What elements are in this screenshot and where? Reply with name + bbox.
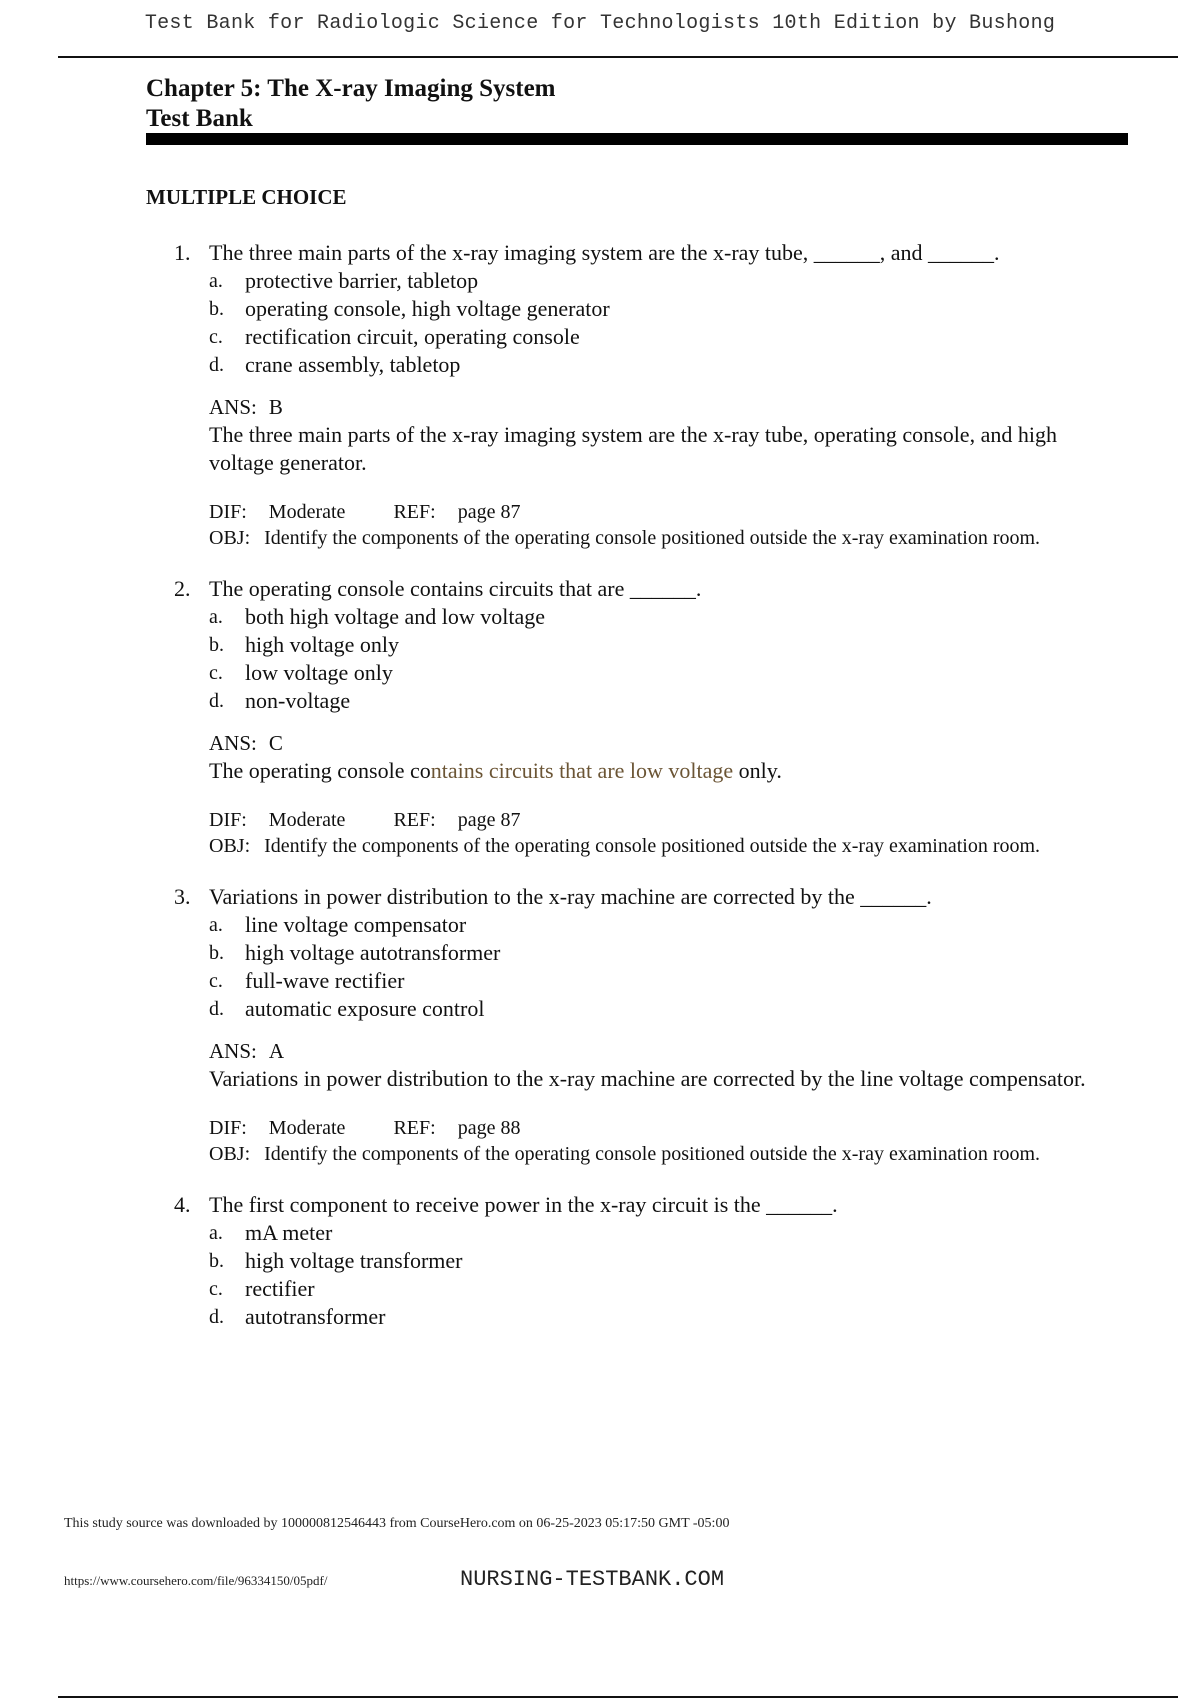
option-letter: b. bbox=[209, 634, 224, 656]
question-number: 1. bbox=[174, 240, 191, 265]
answer-line bbox=[0, 1037, 1200, 1065]
difficulty-reference-line bbox=[209, 807, 1100, 833]
reference-label: REF: bbox=[393, 501, 436, 523]
difficulty-value: Moderate bbox=[268, 809, 346, 831]
question-3 bbox=[0, 883, 1200, 1167]
option-c bbox=[0, 1275, 1200, 1303]
option-letter: c. bbox=[209, 662, 223, 684]
question-text: The first component to receive power in the x-ray circuit is the ______. bbox=[209, 1192, 838, 1217]
reference-value: page 87 bbox=[457, 809, 521, 831]
option-a bbox=[0, 603, 1200, 631]
rationale-highlighted-text: ntains circuits that are low voltage bbox=[430, 758, 734, 783]
section-heading: MULTIPLE CHOICE bbox=[146, 185, 347, 209]
option-text: operating console, high voltage generator bbox=[245, 296, 610, 321]
difficulty-label: DIF: bbox=[209, 1117, 247, 1139]
objective-line bbox=[209, 1141, 1100, 1167]
title-divider-bar bbox=[146, 133, 1128, 145]
question-number: 4. bbox=[174, 1192, 191, 1217]
question-text: The three main parts of the x-ray imaging system are the x-ray tube, ______, and ______. bbox=[209, 240, 1000, 265]
answer-label: ANS: bbox=[209, 731, 257, 755]
option-b bbox=[0, 631, 1200, 659]
header-rule bbox=[58, 56, 1178, 58]
chapter-title: Chapter 5: The X-ray Imaging System bbox=[146, 75, 556, 102]
option-text: both high voltage and low voltage bbox=[245, 604, 545, 629]
option-a bbox=[0, 1219, 1200, 1247]
option-c bbox=[0, 967, 1200, 995]
option-d bbox=[0, 687, 1200, 715]
answer-rationale: The three main parts of the x-ray imaging system are the x-ray tube, operating console, and high voltage generator. bbox=[209, 422, 1057, 475]
objective-label: OBJ: bbox=[209, 1143, 251, 1165]
option-text: rectification circuit, operating console bbox=[245, 324, 580, 349]
question-number: 3. bbox=[174, 884, 191, 909]
answer-value: C bbox=[268, 731, 283, 755]
option-letter: b. bbox=[209, 298, 224, 320]
option-a bbox=[0, 267, 1200, 295]
answer-line bbox=[0, 393, 1200, 421]
option-text: line voltage compensator bbox=[245, 912, 467, 937]
question-2 bbox=[0, 575, 1200, 859]
answer-rationale: Variations in power distribution to the x-ray machine are corrected by the line voltage compensator. bbox=[209, 1066, 1086, 1091]
difficulty-reference-line bbox=[209, 1115, 1100, 1141]
reference-value: page 87 bbox=[457, 501, 521, 523]
option-text: full-wave rectifier bbox=[245, 968, 405, 993]
question-list bbox=[0, 239, 1200, 1331]
objective-label: OBJ: bbox=[209, 527, 251, 549]
option-letter: b. bbox=[209, 1250, 224, 1272]
option-letter: a. bbox=[209, 914, 223, 936]
option-text: protective barrier, tabletop bbox=[245, 268, 479, 293]
question-1 bbox=[0, 239, 1200, 551]
option-letter: a. bbox=[209, 270, 223, 292]
option-letter: b. bbox=[209, 942, 224, 964]
question-number: 2. bbox=[174, 576, 191, 601]
difficulty-value: Moderate bbox=[268, 1117, 346, 1139]
answer-value: A bbox=[268, 1039, 285, 1063]
option-letter: c. bbox=[209, 326, 223, 348]
running-header: Test Bank for Radiologic Science for Technologists 10th Edition by Bushong bbox=[144, 12, 1056, 35]
option-d bbox=[0, 1303, 1200, 1331]
option-text: mA meter bbox=[245, 1220, 333, 1245]
objective-value: Identify the components of the operating console positioned outside the x-ray examination room. bbox=[264, 835, 1041, 857]
question-meta bbox=[0, 1115, 1200, 1167]
option-text: high voltage transformer bbox=[245, 1248, 463, 1273]
option-letter: d. bbox=[209, 354, 224, 376]
option-text: non-voltage bbox=[245, 688, 351, 713]
option-c bbox=[0, 659, 1200, 687]
question-stem bbox=[0, 575, 1200, 603]
question-stem bbox=[0, 1191, 1200, 1219]
question-stem bbox=[0, 239, 1200, 267]
question-meta bbox=[0, 499, 1200, 551]
objective-line bbox=[209, 833, 1100, 859]
option-b bbox=[0, 295, 1200, 323]
source-url-link[interactable]: https://www.coursehero.com/file/96334150/05pdf/ bbox=[64, 1573, 328, 1588]
answer-rationale bbox=[0, 757, 1200, 785]
footer-rule bbox=[58, 1696, 1178, 1698]
rationale-text-end: only. bbox=[733, 758, 782, 783]
option-a bbox=[0, 911, 1200, 939]
option-text: autotransformer bbox=[245, 1304, 386, 1329]
objective-line bbox=[209, 525, 1100, 551]
rationale-text-start: The operating console co bbox=[209, 758, 431, 783]
difficulty-value: Moderate bbox=[268, 501, 346, 523]
answer-line bbox=[0, 729, 1200, 757]
question-text: Variations in power distribution to the x-ray machine are corrected by the ______. bbox=[209, 884, 932, 909]
question-4 bbox=[0, 1191, 1200, 1331]
download-note: This study source was downloaded by 100000812546443 from CourseHero.com on 06-25-2023 05:17:50 GMT -05:00 bbox=[64, 1516, 730, 1531]
difficulty-label: DIF: bbox=[209, 809, 247, 831]
option-d bbox=[0, 995, 1200, 1023]
option-text: crane assembly, tabletop bbox=[245, 352, 461, 377]
option-letter: c. bbox=[209, 1278, 223, 1300]
option-text: high voltage only bbox=[245, 632, 399, 657]
site-watermark: NURSING-TESTBANK.COM bbox=[460, 1567, 725, 1592]
chapter-subtitle: Test Bank bbox=[146, 105, 253, 132]
option-d bbox=[0, 351, 1200, 379]
option-text: low voltage only bbox=[245, 660, 393, 685]
option-text: automatic exposure control bbox=[245, 996, 485, 1021]
reference-value: page 88 bbox=[457, 1117, 521, 1139]
question-text: The operating console contains circuits that are ______. bbox=[209, 576, 702, 601]
question-stem bbox=[0, 883, 1200, 911]
option-b bbox=[0, 1247, 1200, 1275]
option-letter: a. bbox=[209, 606, 223, 628]
option-letter: a. bbox=[209, 1222, 223, 1244]
option-b bbox=[0, 939, 1200, 967]
answer-label: ANS: bbox=[209, 395, 257, 419]
option-text: high voltage autotransformer bbox=[245, 940, 501, 965]
objective-value: Identify the components of the operating console positioned outside the x-ray examination room. bbox=[264, 1143, 1041, 1165]
difficulty-label: DIF: bbox=[209, 501, 247, 523]
option-letter: d. bbox=[209, 1306, 224, 1328]
option-letter: c. bbox=[209, 970, 223, 992]
objective-value: Identify the components of the operating console positioned outside the x-ray examination room. bbox=[264, 527, 1041, 549]
reference-label: REF: bbox=[393, 1117, 436, 1139]
question-meta bbox=[0, 807, 1200, 859]
difficulty-reference-line bbox=[209, 499, 1100, 525]
option-c bbox=[0, 323, 1200, 351]
option-text: rectifier bbox=[245, 1276, 315, 1301]
option-letter: d. bbox=[209, 690, 224, 712]
objective-label: OBJ: bbox=[209, 835, 251, 857]
answer-value: B bbox=[268, 395, 283, 419]
option-letter: d. bbox=[209, 998, 224, 1020]
answer-label: ANS: bbox=[209, 1039, 257, 1063]
reference-label: REF: bbox=[393, 809, 436, 831]
